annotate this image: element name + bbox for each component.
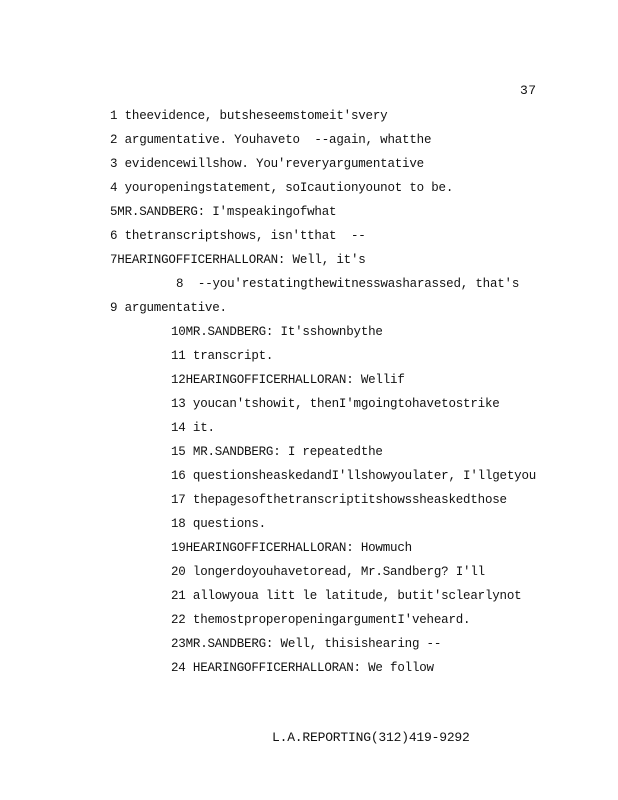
- transcript-line-4: 4 youropeningstatement, soIcautionyounot to be.: [110, 181, 454, 195]
- transcript-line-14: 14 it.: [171, 421, 215, 435]
- transcript-line-9: 9 argumentative.: [110, 301, 227, 315]
- transcript-line-19: 19HEARINGOFFICERHALLORAN: Howmuch: [171, 541, 412, 555]
- transcript-line-15: 15 MR.SANDBERG: I repeatedthe: [171, 445, 383, 459]
- transcript-line-13: 13 youcan'tshowit, thenI'mgoingtohavetostrike: [171, 397, 500, 411]
- transcript-line-20: 20 longerdoyouhavetoread, Mr.Sandberg? I'll: [171, 565, 485, 579]
- transcript-line-11: 11 transcript.: [171, 349, 274, 363]
- transcript-line-21: 21 allowyoua litt le latitude, butit'sclearlynot: [171, 589, 522, 603]
- transcript-line-6: 6 thetranscriptshows, isn'tthat --: [110, 229, 366, 243]
- transcript-line-1: 1 theevidence, butsheseemstomeit'svery: [110, 109, 388, 123]
- transcript-line-23: 23MR.SANDBERG: Well, thisishearing --: [171, 637, 442, 651]
- transcript-line-17: 17 thepagesofthetranscriptitshowssheaskedthose: [171, 493, 507, 507]
- reporter-footer: L.A.REPORTING(312)419-9292: [272, 730, 470, 745]
- transcript-line-3: 3 evidencewillshow. You'reveryargumentative: [110, 157, 424, 171]
- transcript-line-8: 8 --you'restatingthewitnesswasharassed, that's: [176, 277, 520, 291]
- transcript-line-12: 12HEARINGOFFICERHALLORAN: Wellif: [171, 373, 405, 387]
- transcript-line-22: 22 themostproperopeningargumentI'veheard.: [171, 613, 471, 627]
- transcript-line-16: 16 questionsheaskedandI'llshowyoulater, I'llgetyou: [171, 469, 537, 483]
- transcript-line-5: 5MR.SANDBERG: I'mspeakingofwhat: [110, 205, 337, 219]
- transcript-line-2: 2 argumentative. Youhaveto --again, whatthe: [110, 133, 432, 147]
- page-number: 37: [520, 83, 537, 98]
- transcript-line-7: 7HEARINGOFFICERHALLORAN: Well, it's: [110, 253, 366, 267]
- transcript-line-24: 24 HEARINGOFFICERHALLORAN: We follow: [171, 661, 434, 675]
- transcript-line-10: 10MR.SANDBERG: It'sshownbythe: [171, 325, 383, 339]
- transcript-line-18: 18 questions.: [171, 517, 266, 531]
